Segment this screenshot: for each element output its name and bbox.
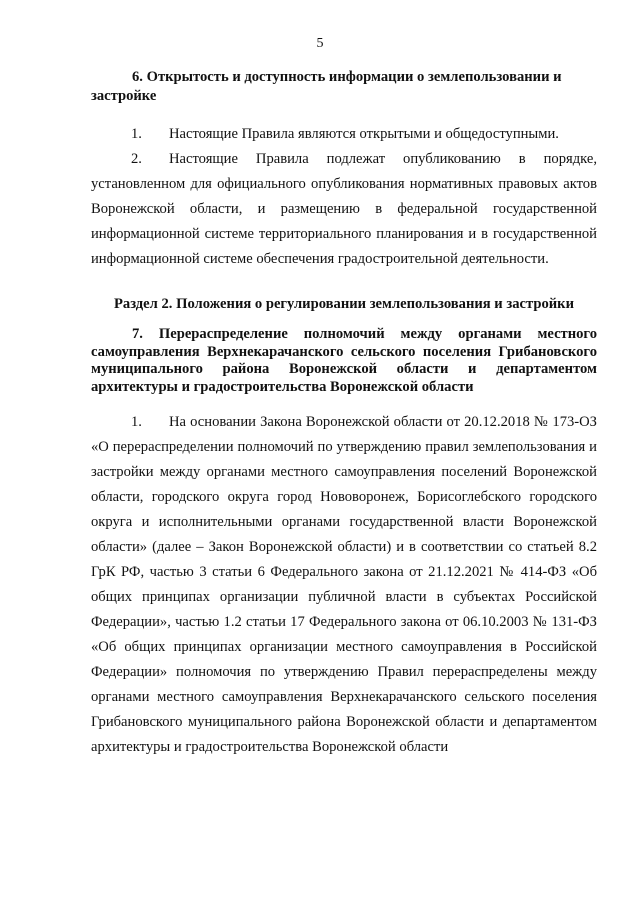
- section-6-heading: 6. Открытость и доступность информации о землепользовании и застройке: [91, 69, 562, 104]
- page-number: 5: [316, 36, 324, 51]
- part-2-title: Раздел 2. Положения о регулировании землепользования и застройки: [113, 296, 574, 312]
- section-7-item-1: [91, 410, 597, 760]
- item-text: Настоящие Правила подлежат опубликованию в порядке, установленном для официального опубликования нормативных правовых актов Воронежской области, и размещению в федеральной государственной информационной системе территориального планирования и в государственной информационной системе обеспечения градостроительной деятельности.: [91, 151, 597, 267]
- section-6-item-1: [91, 122, 597, 147]
- item-number: 1.: [131, 126, 142, 142]
- section-7-heading: 7. Перераспределение полномочий между органами местного самоуправления Верхнекарачанского сельского поселения Грибановского муниципального района Воронежской области и департаментом архитектуры и градостроительства Воронежской области: [91, 326, 597, 395]
- document-body: [91, 64, 597, 760]
- item-text: На основании Закона Воронежской области от 20.12.2018 № 173-ОЗ «О перераспределении полномочий по утверждению правил землепользования и застройки между органами местного самоуправления поселений Воронежской области, городского округа город Нововоронеж, Борисоглебского городского округа и исполнительными органами государственной власти Воронежской области» (далее – Закон Воронежской области) и в соответствии со статьей 8.2 ГрК РФ, частью 3 статьи 6 Федерального закона от 21.12.2021 № 414-ФЗ «Об общих принципах организации публичной власти в субъектах Российской Федерации», частью 1.2 статьи 17 Федерального закона от 06.10.2003 № 131-ФЗ «Об общих принципах организации местного самоуправления в Российской Федерации» полномочия по утверждению Правил перераспределены между органами местного самоуправления Верхнекарачанского сельского поселения Грибановского муниципального района Воронежской области и департаментом архитектуры и градостроительства Воронежской области: [91, 414, 597, 755]
- item-number: 2.: [131, 151, 142, 167]
- item-number: 1.: [131, 414, 142, 430]
- item-text: Настоящие Правила являются открытыми и общедоступными.: [169, 126, 559, 142]
- section-6-item-2: [91, 147, 597, 272]
